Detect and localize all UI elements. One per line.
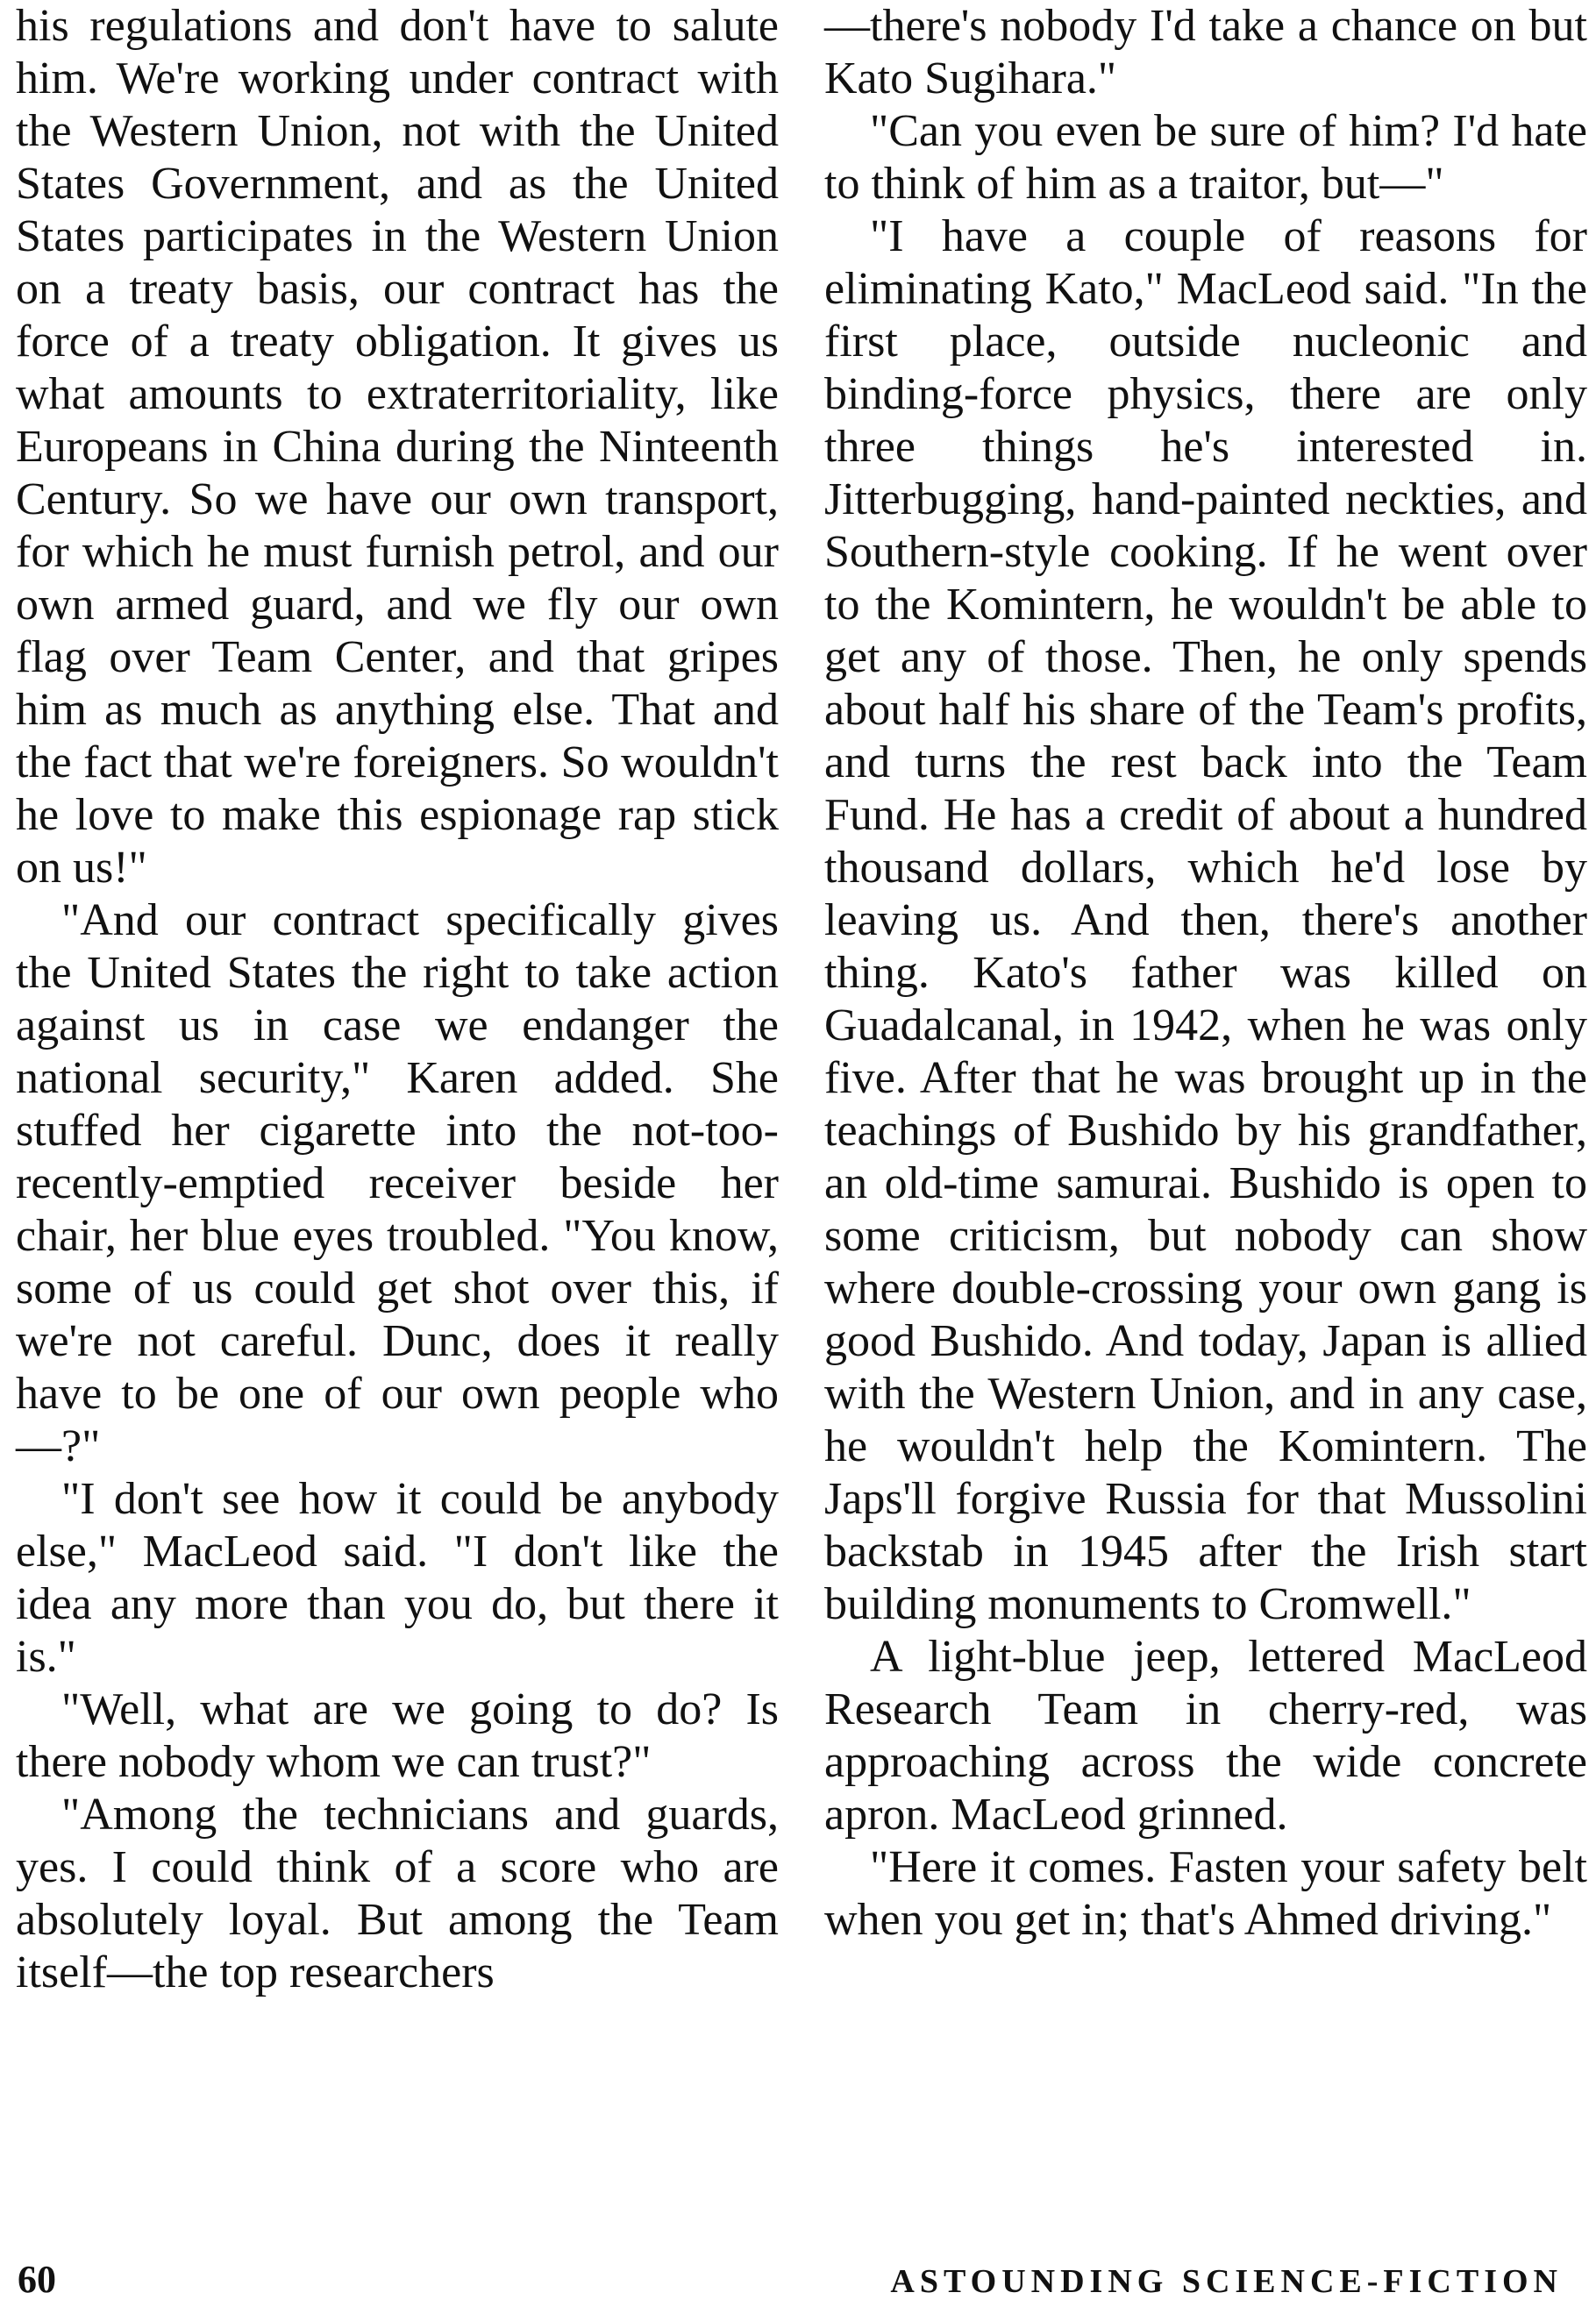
paragraph: "Can you even be sure of him? I'd hate to think of him as a traitor, but—" bbox=[824, 106, 1587, 209]
page-number: 60 bbox=[18, 2258, 56, 2301]
right-column bbox=[824, 0, 1587, 1947]
paragraph: —there's nobody I'd take a chance on but Kato Sugihara." bbox=[824, 1, 1587, 103]
paragraph: "Among the technicians and guards, yes. I could think of a score who are absolutely loyal. But among the Team itself—the top researchers bbox=[16, 1790, 779, 1997]
paragraph: A light-blue jeep, lettered MacLeod Research Team in cherry-red, was approaching across the wide concrete apron. MacLeod grinned. bbox=[824, 1632, 1587, 1840]
paragraph: "I have a couple of reasons for eliminating Kato," MacLeod said. "In the first place, outside nucleonic and binding-force physics, there are only three things he's interested in. Jitterbugging, hand-painted neckties, and Southern-style cooking. If he went over to the Komintern, he wouldn't be able to get any of those. Then, he only spends about half his share of the Team's profits, and turns the rest back into the Team Fund. He has a credit of about a hundred thousand dollars, which he'd lose by leaving us. And then, there's another thing. Kato's father was killed on Guadalcanal, in 1942, when he was only five. After that he was brought up in the teachings of Bushido by his grandfather, an old-time samurai. Bushido is open to some criticism, but nobody can show where double-crossing your own gang is good Bushido. And today, Japan is allied with the Western Union, and in any case, he wouldn't help the Komintern. The Japs'll forgive Russia for that Mussolini backstab in 1945 after the Irish start building monuments to Cromwell." bbox=[824, 211, 1587, 1629]
page-footer bbox=[0, 2258, 1596, 2302]
paragraph: "Here it comes. Fasten your safety belt when you get in; that's Ahmed driving." bbox=[824, 1842, 1587, 1945]
paragraph: "I don't see how it could be anybody else," MacLeod said. "I don't like the idea any more than you do, but there it is." bbox=[16, 1474, 779, 1682]
paragraph: his regulations and don't have to salute him. We're working under contract with the Western Union, not with the United States Government, and as the United States participates in the Western Union on a treaty basis, our contract has the force of a treaty obligation. It gives us what amounts to extraterritoriality, like Europeans in China during the Ninteenth Century. So we have our own transport, for which he must furnish petrol, and our own armed guard, and we fly our own flag over Team Center, and that gripes him as much as anything else. That and the fact that we're foreigners. So wouldn't he love to make this espionage rap stick on us!" bbox=[16, 1, 779, 893]
paragraph: "And our contract specifically gives the United States the right to take action against us in case we endanger the national security," Karen added. She stuffed her cigarette into the not-too-recently-emptied receiver beside her chair, her blue eyes troubled. "You know, some of us could get shot over this, if we're not careful. Dunc, does it really have to be one of our own people who—?" bbox=[16, 895, 779, 1471]
paragraph: "Well, what are we going to do? Is there nobody whom we can trust?" bbox=[16, 1684, 779, 1787]
magazine-title: ASTOUNDING SCIENCE-FICTION bbox=[890, 2263, 1563, 2300]
left-column bbox=[16, 0, 779, 1999]
